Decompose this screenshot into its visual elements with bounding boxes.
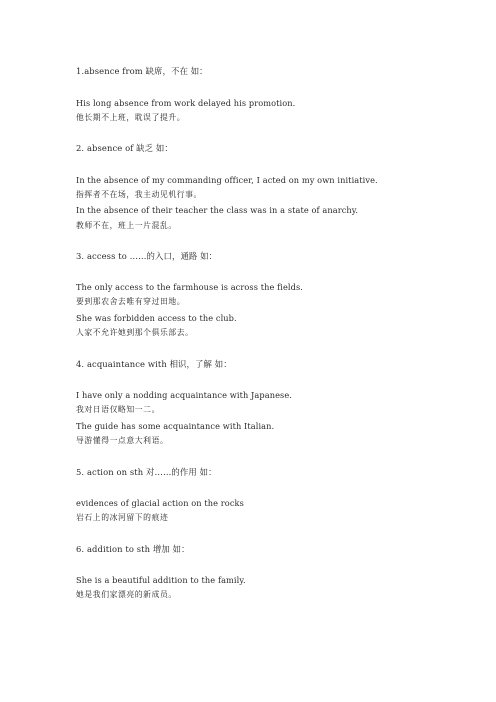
- entry-heading: 3. access to ……的入口，通路 如：: [76, 251, 218, 261]
- example-english: His long absence from work delayed his promotion.: [76, 98, 296, 108]
- example-english: evidences of glacial action on the rocks: [76, 498, 244, 508]
- example-english: In the absence of their teacher the class was in a state of anarchy.: [76, 205, 359, 215]
- example-chinese: 她是我们家漂亮的新成员。: [76, 590, 177, 599]
- example-chinese: 岩石上的冰河留下的痕迹: [76, 513, 169, 522]
- example-chinese: 要到那农舍去唯有穿过田地。: [76, 297, 186, 306]
- example-chinese: 指挥者不在场，我主动见机行事。: [76, 190, 202, 199]
- entry-heading: 4. acquaintance with 相识，了解 如：: [76, 359, 232, 369]
- example-chinese: 教师不在，班上一片混乱。: [76, 221, 177, 230]
- example-chinese: 我对日语仅略知一二。: [76, 405, 160, 414]
- example-english: She is a beautiful addition to the family.: [76, 575, 246, 585]
- example-english: The only access to the farmhouse is across the fields.: [76, 282, 303, 292]
- example-chinese: 他长期不上班，耽误了提升。: [76, 113, 186, 122]
- example-chinese: 人家不允许她到那个俱乐部去。: [76, 328, 194, 337]
- entry-heading: 6. addition to sth 增加 如：: [76, 544, 190, 554]
- example-english: She was forbidden access to the club.: [76, 313, 237, 323]
- entry-heading: 1.absence from 缺席，不在 如：: [76, 66, 208, 76]
- example-english: I have only a nodding acquaintance with Japanese.: [76, 390, 292, 400]
- entry-heading: 5. action on sth 对……的作用 如：: [76, 467, 217, 477]
- example-english: In the absence of my commanding officer, I acted on my own initiative.: [76, 175, 378, 185]
- example-english: The guide has some acquaintance with Italian.: [76, 421, 275, 431]
- example-chinese: 导游懂得一点意大利语。: [76, 436, 169, 445]
- entry-heading: 2. absence of 缺乏 如：: [76, 143, 173, 153]
